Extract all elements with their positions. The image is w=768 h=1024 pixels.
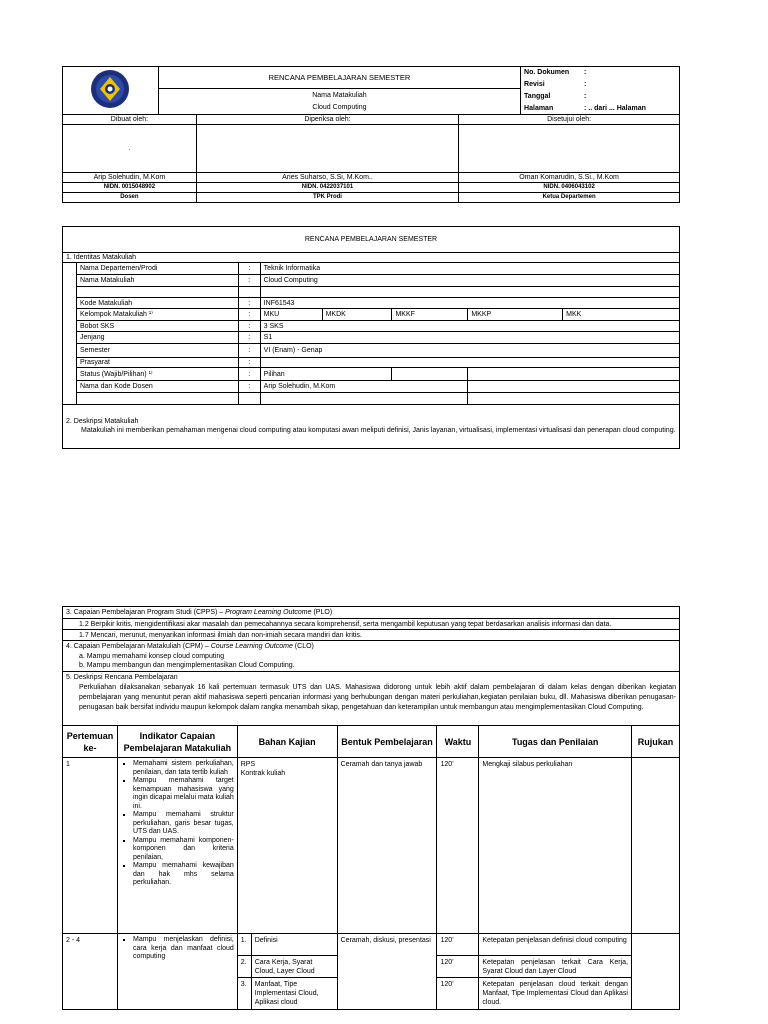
- course-description: Matakuliah ini memberikan pemahaman mengenai cloud computing atau komputasi awan meliputi definisi, Janis layanan, virtualisasi, implementasi virtualisasi dan penerapan cloud computing.: [81, 426, 676, 434]
- material-1: [237, 758, 337, 934]
- group-mku: MKU: [260, 309, 322, 321]
- doc-field-date: Tanggal :: [524, 93, 587, 100]
- indicator-item: ▪ Mampu memahami target kemampuan mahasiswa yang ingin dicapai melalui mata kuliah ini.: [133, 777, 234, 811]
- sub-task: Ketepatan penjelasan terkait Cara Kerja, Syarat Cloud dan Layer Cloud: [479, 956, 632, 978]
- signature-box-1: [63, 125, 197, 173]
- sks-label: Bobot SKS: [76, 321, 238, 332]
- sub-task: Ketepatan penjelasan cloud terkait dengan Manfaat, Tipe Implementasi Cloud dan Aplikasi cloud.: [479, 978, 632, 1010]
- indicator-item: ▪ Memahami sistem perkuliahan, penilaian, dan tata tertib kuliah: [133, 760, 234, 777]
- colon: :: [238, 275, 260, 287]
- form-2: Ceramah, diskusi, presentasi: [337, 934, 437, 1010]
- made-by-label: Dibuat oleh:: [63, 115, 197, 125]
- signer-position-3: Ketua Departemen: [459, 193, 680, 203]
- description-cell: [63, 417, 680, 449]
- signer-name-2: Aries Suharso, S.Si, M.Kom..: [196, 173, 458, 183]
- task-1: Mengkaji silabus perkuliahan: [479, 758, 632, 934]
- col-time: Waktu: [437, 726, 479, 758]
- lecturer-value: Arip Solehudin, M.Kom: [260, 381, 468, 393]
- section-3-heading: 3. Capaian Pembelajaran Program Studi (CPPS) – Program Learning Outcome (PLO): [63, 607, 679, 619]
- colon: :: [238, 368, 260, 381]
- semester-label: Semester: [76, 344, 238, 358]
- clo-item-a: a. Mampu memahami konsep cloud computing: [79, 653, 225, 660]
- signer-ndn-3: NIDN. 0406043102: [459, 183, 680, 193]
- signature-box-2: [196, 125, 458, 173]
- sub-time: 120’: [437, 978, 479, 1010]
- schedule-header-row: [63, 726, 680, 758]
- doc-field-number: No. Dokumen :: [524, 69, 587, 76]
- colon: :: [238, 309, 260, 321]
- approved-by-label: Disetujui oleh:: [459, 115, 680, 125]
- ref-2: [631, 934, 679, 1010]
- plan-description: Perkuliahan dilaksanakan sebanyak 16 kali pertemuan termasuk UTS dan UAS. Mahasiswa didorong untuk lebih aktif dalam pembelajaran di dalam kelas dengan diberikan kegiatan pembelajaran yang menuntut peran aktif mahasiswa seperti pencarian informasi yang berhubungan dengan materi perkuliahan,kegiatan penilaian buku, dll. Mahasiswa diberikan penugasan-penugasan baik bersifat individu maupun kelompok dalam rangka menambah sikap, pengetahuan dan keterampilan untuk membangun atau mengimplementasikan Cloud Computing.: [79, 684, 676, 711]
- signer-position-2: TPK Prodi: [196, 193, 458, 203]
- lecturer-label: Nama dan Kode Dosen: [76, 381, 238, 393]
- signer-ndn-1: NIDN. 0015048902: [63, 183, 197, 193]
- colon: :: [238, 381, 260, 393]
- time-1: 120’: [437, 758, 479, 934]
- sub-no: 2.: [237, 956, 251, 978]
- dept-value: Teknik Informatika: [260, 263, 679, 275]
- dept-label: Nama Departemen/Prodi: [76, 263, 238, 275]
- course-code-label: Kode Matakuliah: [76, 298, 238, 309]
- sub-time: 120’: [437, 934, 479, 956]
- col-indicator: Indikator Capaian Pembelajaran Matakuliah: [117, 726, 237, 758]
- col-meeting: Pertemuan ke-: [63, 726, 118, 758]
- indicator-item: ▪ Mampu menjelaskan definisi, cara kerja dan manfaat cloud computing: [133, 936, 234, 962]
- indicator-item: ▪ Mampu memahami kewajiban dan hak mhs selama perkuliahan.: [133, 862, 234, 888]
- group-mkkp: MKKP: [468, 309, 563, 321]
- doc-info-cell: [521, 67, 680, 115]
- plo-item-1: 1.2 Berpikir kritis, mengidentifikasi akar masalah dan pemecahannya secara komprehensif, serta mengambil keputusan yang tepat berdasarkan analisis informasi dan data.: [63, 619, 679, 630]
- material-rps: RPS: [240, 761, 256, 768]
- sub-no: 3.: [237, 978, 251, 1010]
- prereq-value: [260, 358, 679, 368]
- col-task: Tugas dan Penilaian: [479, 726, 632, 758]
- sub-material: Definisi: [251, 934, 337, 956]
- clo-item-b: b. Mampu membangun dan mengimplementasikan Cloud Computing.: [63, 661, 679, 672]
- semester-value: VI (Enam) - Genap: [260, 344, 679, 358]
- colon: :: [238, 263, 260, 275]
- col-form: Bentuk Pembelajaran: [337, 726, 437, 758]
- status-value: Pilihan: [260, 368, 392, 381]
- col-material: Bahan Kajian: [237, 726, 337, 758]
- group-mkkf: MKKF: [392, 309, 468, 321]
- sub-material: Cara Kerja, Syarat Cloud, Layer Cloud: [251, 956, 337, 978]
- meeting-1: 1: [63, 758, 118, 934]
- rps-title: RENCANA PEMBELAJARAN SEMESTER: [158, 67, 520, 89]
- section-5-heading: 5. Deskripsi Rencana Pembelajaran: [66, 674, 178, 681]
- doc-field-revision: Revisi :: [524, 81, 587, 88]
- indicator-list-2: [117, 934, 237, 1010]
- sub-time: 120’: [437, 956, 479, 978]
- colon: :: [238, 358, 260, 368]
- checked-by-label: Diperiksa oleh:: [196, 115, 458, 125]
- header-table: [62, 66, 680, 203]
- plo-item-2: 1.7 Mencari, merunut, menyarikan informasi ilmiah dan non-imiah secara mandiri dan kritis.: [63, 630, 679, 641]
- group-mkk: MKK: [563, 309, 680, 321]
- section-4-heading: 4. Capaian Pembelajaran Matakuliah (CPM) – Course Learning Outcome (CLO): [66, 643, 314, 650]
- indicator-list-1: [117, 758, 237, 934]
- status-label: Status (Wajib/Pilihan) ¹⁾: [76, 368, 238, 381]
- level-value: S1: [260, 332, 679, 344]
- material-contract: Kontrak kuliah: [240, 770, 286, 777]
- table-row: [63, 758, 680, 934]
- sub-task: Ketepatan penjelasan definisi cloud computing: [479, 934, 632, 956]
- course-name: Cloud Computing: [158, 101, 520, 114]
- signature-dot: .: [128, 145, 131, 152]
- table-row: [63, 934, 680, 956]
- colon: :: [238, 298, 260, 309]
- signature-box-3: [459, 125, 680, 173]
- sks-value: 3 SKS: [260, 321, 679, 332]
- signer-ndn-2: NIDN. 0422037101: [196, 183, 458, 193]
- meeting-2: 2 - 4: [63, 934, 118, 1010]
- indicator-item: ▪ Mampu memahami komponen-komponen dan kriteria penilaian,: [133, 837, 234, 863]
- course-group-label: Kelompok Matakuliah ¹⁾: [76, 309, 238, 321]
- sub-material: Manfaat, Tipe Implementasi Cloud, Aplikasi cloud: [251, 978, 337, 1010]
- course-name-value: Cloud Computing: [260, 275, 679, 287]
- col-ref: Rujukan: [631, 726, 679, 758]
- prereq-label: Prasyarat: [76, 358, 238, 368]
- identity-table: [62, 226, 680, 449]
- form-1: Ceramah dan tanya jawab: [337, 758, 437, 934]
- schedule-table: [62, 725, 680, 1010]
- indicator-item: ▪ Mampu memahami struktur perkuliahan, garis besar tugas, UTS dan UAS.: [133, 811, 234, 837]
- identity-title: RENCANA PEMBELAJARAN SEMESTER: [63, 227, 680, 253]
- sub-no: 1.: [237, 934, 251, 956]
- colon: :: [238, 344, 260, 358]
- course-name-label: Nama Matakuliah: [76, 275, 238, 287]
- level-label: Jenjang: [76, 332, 238, 344]
- section-2-heading: 2. Deskripsi Matakuliah: [66, 417, 139, 425]
- course-code-value: INF61543: [260, 298, 679, 309]
- university-logo: [90, 69, 130, 109]
- outcomes-section: [62, 606, 680, 726]
- ref-1: [631, 758, 679, 934]
- signer-name-3: Oman Komarudin, S.Si., M.Kom: [459, 173, 680, 183]
- logo-cell: [63, 67, 159, 115]
- doc-field-page: Halaman : .. dari ... Halaman: [524, 105, 646, 112]
- colon: :: [238, 332, 260, 344]
- section-1-heading: 1. Identitas Matakuliah: [63, 253, 680, 263]
- course-label: Nama Matakuliah: [158, 89, 520, 101]
- group-mkdk: MKDK: [322, 309, 392, 321]
- signer-name-1: Arip Solehudin, M.Kom: [63, 173, 197, 183]
- signer-position-1: Dosen: [63, 193, 197, 203]
- colon: :: [238, 321, 260, 332]
